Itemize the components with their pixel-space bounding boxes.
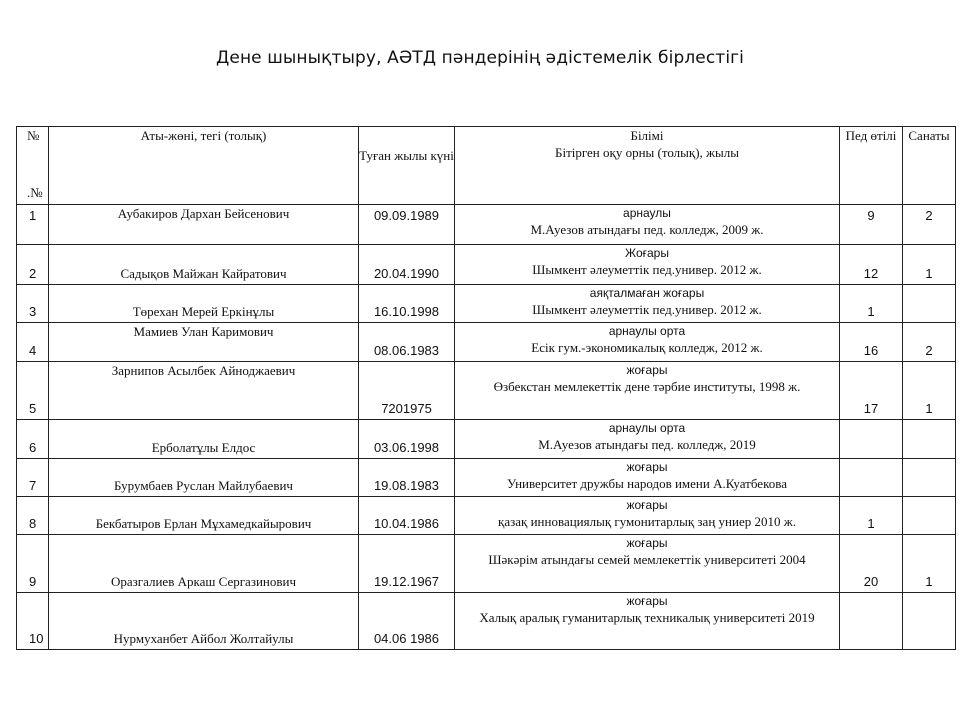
- row-name: Ерболатұлы Елдос: [49, 420, 359, 459]
- table-row: [17, 593, 956, 650]
- row-education: [455, 362, 840, 420]
- row-birth: 09.09.1989: [359, 205, 455, 245]
- row-education: [455, 459, 840, 497]
- row-ped: [840, 420, 903, 459]
- row-name: Зарнипов Асылбек Айноджаевич: [49, 362, 359, 420]
- table-row: [17, 205, 956, 245]
- row-ped: 1: [840, 285, 903, 323]
- row-education: [455, 285, 840, 323]
- table-row: [17, 420, 956, 459]
- header-education: [455, 127, 840, 205]
- row-edu-level: жоғары: [626, 498, 668, 512]
- row-birth: 7201975: [359, 362, 455, 420]
- table-row: [17, 285, 956, 323]
- row-ped: [840, 593, 903, 650]
- row-category: 1: [903, 362, 956, 420]
- row-ped: 17: [840, 362, 903, 420]
- row-birth: 04.06 1986: [359, 593, 455, 650]
- table-row: [17, 497, 956, 535]
- table-row: [17, 362, 956, 420]
- row-ped: 12: [840, 245, 903, 285]
- row-edu-institution: Өзбекстан мемлекеттік дене тәрбие институты, 1998 ж.: [493, 379, 801, 394]
- header-ped: Пед өтілі: [840, 127, 903, 205]
- row-edu-level: арнаулы орта: [608, 324, 686, 338]
- row-num: 6: [17, 420, 49, 459]
- row-birth: 08.06.1983: [359, 323, 455, 362]
- row-ped: 20: [840, 535, 903, 593]
- row-edu-institution: Шымкент әлеуметтік пед.универ. 2012 ж.: [532, 302, 762, 317]
- row-edu-level: жоғары: [626, 536, 668, 550]
- row-category: 1: [903, 245, 956, 285]
- row-num: 9: [17, 535, 49, 593]
- row-name: Төрехан Мерей Еркінұлы: [49, 285, 359, 323]
- row-birth: 03.06.1998: [359, 420, 455, 459]
- row-education: [455, 205, 840, 245]
- header-category: Санаты: [903, 127, 956, 205]
- page-title: Дене шынықтыру, АӘТД пәндерінің әдістемелік бірлестігі: [216, 48, 744, 68]
- header-education-line1: Білімі: [630, 128, 664, 143]
- row-num: 3: [17, 285, 49, 323]
- row-birth: 20.04.1990: [359, 245, 455, 285]
- row-education: [455, 593, 840, 650]
- row-num: 4: [17, 323, 49, 362]
- row-ped: 16: [840, 323, 903, 362]
- row-education: [455, 497, 840, 535]
- row-birth: 16.10.1998: [359, 285, 455, 323]
- row-name: Садықов Майжан Кайратович: [49, 245, 359, 285]
- row-education: [455, 420, 840, 459]
- row-edu-level: жоғары: [626, 594, 668, 608]
- row-edu-institution: Шәкәрім атындағы семей мемлекеттік университеті 2004: [488, 552, 806, 567]
- row-ped: 1: [840, 497, 903, 535]
- row-category: [903, 497, 956, 535]
- row-education: [455, 323, 840, 362]
- row-edu-level: арнаулы: [623, 206, 671, 220]
- row-ped: [840, 459, 903, 497]
- header-name: Аты-жөні, тегі (толық): [49, 127, 359, 205]
- row-category: [903, 593, 956, 650]
- table-row: [17, 323, 956, 362]
- row-num: 1: [17, 205, 49, 245]
- header-num-label: №: [27, 128, 40, 143]
- row-edu-level: Жоғары: [625, 246, 669, 260]
- row-category: 2: [903, 323, 956, 362]
- table-row: [17, 535, 956, 593]
- table-header-row: [17, 127, 956, 205]
- row-edu-level: аяқталмаған жоғары: [589, 286, 705, 300]
- row-name: Оразгалиев Аркаш Сергазинович: [49, 535, 359, 593]
- row-name: Бекбатыров Ерлан Мұхамедкайырович: [49, 497, 359, 535]
- row-category: [903, 420, 956, 459]
- row-edu-level: арнаулы орта: [608, 421, 686, 435]
- row-edu-institution: Есік гум.-экономикалық колледж, 2012 ж.: [531, 340, 763, 355]
- row-edu-institution: М.Ауезов атындағы пед. колледж, 2019: [538, 437, 756, 452]
- row-birth: 10.04.1986: [359, 497, 455, 535]
- header-num-sub: .№: [27, 185, 43, 200]
- row-num: 8: [17, 497, 49, 535]
- row-num: 10: [17, 593, 49, 650]
- row-edu-institution: М.Ауезов атындағы пед. колледж, 2009 ж.: [530, 222, 764, 237]
- row-education: [455, 245, 840, 285]
- row-birth: 19.08.1983: [359, 459, 455, 497]
- row-birth: 19.12.1967: [359, 535, 455, 593]
- header-num: [17, 127, 49, 205]
- row-name: Мамиев Улан Каримович: [49, 323, 359, 362]
- row-category: [903, 459, 956, 497]
- row-edu-institution: Халық аралық гуманитарлық техникалық университеті 2019: [479, 610, 815, 625]
- row-edu-institution: Шымкент әлеуметтік пед.универ. 2012 ж.: [532, 262, 762, 277]
- row-edu-level: жоғары: [626, 460, 668, 474]
- table-body: [17, 205, 956, 650]
- row-name: Аубакиров Дархан Бейсенович: [49, 205, 359, 245]
- row-num: 5: [17, 362, 49, 420]
- row-category: 1: [903, 535, 956, 593]
- header-birth: Туған жылы күні: [359, 127, 455, 205]
- row-num: 2: [17, 245, 49, 285]
- row-num: 7: [17, 459, 49, 497]
- row-education: [455, 535, 840, 593]
- table-row: [17, 245, 956, 285]
- row-ped: 9: [840, 205, 903, 245]
- row-category: [903, 285, 956, 323]
- row-edu-institution: қазақ инновациялық гумонитарлық заң униер 2010 ж.: [498, 514, 796, 529]
- staff-table: [16, 126, 956, 650]
- row-edu-institution: Университет дружбы народов имени А.Куатбекова: [507, 476, 787, 491]
- row-category: 2: [903, 205, 956, 245]
- header-education-line2: Бітірген оқу орны (толық), жылы: [555, 145, 739, 160]
- row-edu-level: жоғары: [626, 363, 668, 377]
- row-name: Нурмуханбет Айбол Жолтайулы: [49, 593, 359, 650]
- table-row: [17, 459, 956, 497]
- row-name: Бурумбаев Руслан Майлубаевич: [49, 459, 359, 497]
